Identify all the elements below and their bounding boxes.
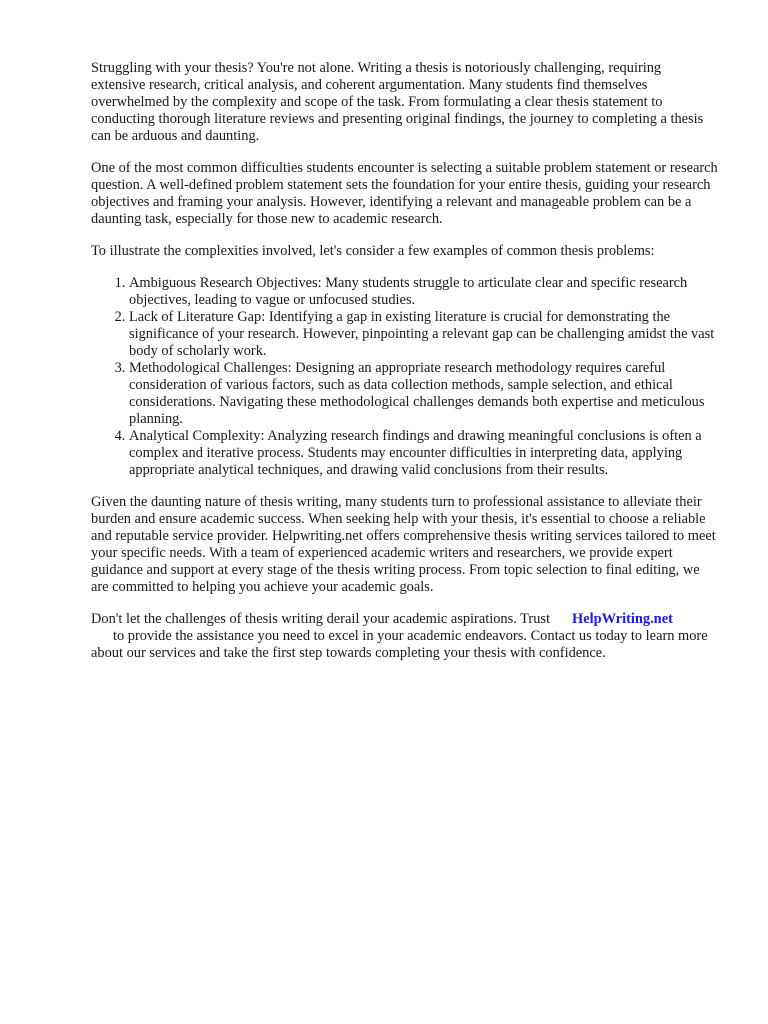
service-paragraph: Given the daunting nature of thesis writing, many students turn to professional assistance to alleviate their burden and ensure academic success. When seeking help with your thesis, it's essential to choose a reliable and reputable service provider. Helpwriting.net offers comprehensive thesis writing services tailored to meet your specific needs. With a team of experienced academic writers and researchers, we provide expert guidance and support at every stage of the thesis writing process. From topic selection to final editing, we are committed to helping you achieve your academic goals.	[91, 494, 716, 595]
closing-text-after-link: to provide the assistance you need to excel in your academic endeavors. Contact us today to learn more about our services and take the first step towards completing your thesis with confidence.	[91, 628, 708, 661]
intro-paragraph: Struggling with your thesis? You're not alone. Writing a thesis is notoriously challenging, requiring extensive research, critical analysis, and coherent argumentation. Many students find themselves overwhelmed by the complexity and scope of the task. From formulating a clear thesis statement to conducting thorough literature reviews and presenting original findings, the journey to completing a thesis can be arduous and daunting.	[91, 60, 704, 144]
list-item: 2. Lack of Literature Gap: Identifying a gap in existing literature is crucial for demonstrating the significance of your research. However, pinpointing a relevant gap can be challenging amidst the vast body of scholarly work.	[129, 309, 719, 360]
list-item: 4. Analytical Complexity: Analyzing research findings and drawing meaningful conclusions is often a complex and iterative process. Students may encounter difficulties in interpreting data, applying appropriate analytical techniques, and drawing valid conclusions from their results.	[129, 428, 719, 479]
closing-paragraph	[91, 611, 719, 662]
helpwriting-link[interactable]: HelpWriting.net	[572, 611, 673, 627]
list-item: 1. Ambiguous Research Objectives: Many students struggle to articulate clear and specific research objectives, leading to vague or unfocused studies.	[129, 275, 719, 309]
examples-intro-paragraph: To illustrate the complexities involved, let's consider a few examples of common thesis problems:	[91, 243, 655, 259]
closing-text-before-link: Don't let the challenges of thesis writing derail your academic aspirations. Trust	[91, 611, 550, 627]
document-body	[91, 60, 719, 662]
thesis-problems-list	[91, 275, 719, 479]
problem-statement-paragraph: One of the most common difficulties students encounter is selecting a suitable problem statement or research question. A well-defined problem statement sets the foundation for your entire thesis, guiding your research objectives and framing your analysis. However, identifying a relevant and manageable problem can be a daunting task, especially for those new to academic research.	[91, 160, 718, 227]
list-item: 3. Methodological Challenges: Designing an appropriate research methodology requires careful consideration of various factors, such as data collection methods, sample selection, and ethical considerations. Navigating these methodological challenges demands both expertise and meticulous planning.	[129, 360, 719, 428]
